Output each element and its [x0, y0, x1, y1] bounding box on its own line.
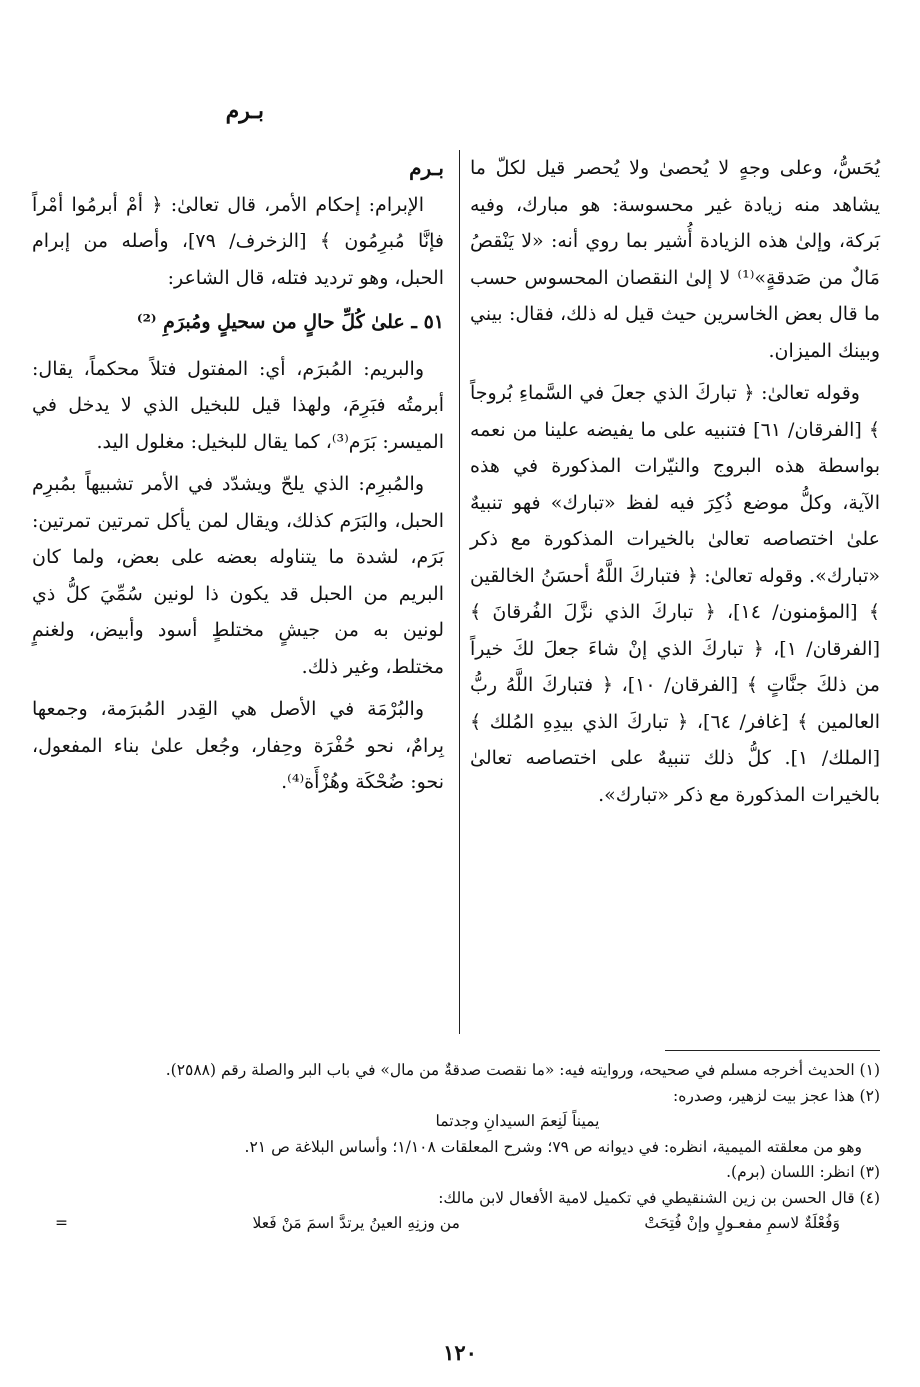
- left-column: [32, 150, 444, 807]
- footnotes: [35, 1058, 880, 1237]
- verse-first-hemistich: وَفُعْلَةٌ لاسمِ مفعـولٍ وإنْ فُتِحَتْ: [644, 1214, 840, 1232]
- left-paragraph-1: الإبرام: إحكام الأمر، قال تعالىٰ: ﴿ أمْ أبرمُوا أمْراً فإنَّا مُبرِمُون ﴾ [الزخرف/ ٧٩]، وأصله من إبرام الحبل، وهو ترديد فتله، قال الشاعر:: [32, 193, 444, 289]
- footnote-3: (٣) انظر: اللسان (برم).: [726, 1163, 880, 1181]
- footnote-4-verse: [35, 1211, 880, 1237]
- footnote-2: (٢) هذا عجز بيت لزهير، وصدره:: [673, 1086, 880, 1105]
- continuation-mark: =: [55, 1214, 68, 1232]
- left-paragraph-2: والبريم: المُبرَم، أي: المفتول فتلاً محكماً، يقال: أبرمتُه فبَرِمَ، ولهذا قيل للبخيل الذي لا يدخل في الميسر: بَرَم⁽³⁾، كما يقال للبخيل: مغلول اليد.: [32, 357, 444, 453]
- verse-second-hemistich: من وزنِهِ العينُ يرتدَّ اسمَ مَنْ فَعلا: [252, 1214, 460, 1232]
- footnote-1: (١) الحديث أخرجه مسلم في صحيحه، وروايته فيه: «ما نقصت صدقةٌ من مال» في باب البر والصلة رقم (٢٥٨٨).: [165, 1061, 880, 1079]
- column-divider: [459, 150, 460, 1034]
- poetry-verse: ٥١ ـ علىٰ كُلِّ حالٍ من سحيلٍ ومُبرَمِ ⁽²⁾: [136, 311, 444, 333]
- footnote-2-verse: يميناً لَنِعمَ السيدانِ وجدتما: [435, 1112, 600, 1130]
- entry-heading: بـرم: [409, 156, 444, 180]
- right-paragraph-1: يُحَسُّ، وعلى وجهٍ لا يُحصىٰ ولا يُحصر قيل لكلّ ما يشاهد منه زيادة غير محسوسة: هو مبارك، وفيه بَركة، وإلىٰ هذه الزيادة أُشير بما روي أنه: «لا يَنْقصُ مَالٌ من صَدقةٍ»⁽¹⁾ لا إلىٰ النقصان المحسوس حسب ما قال بعض الخاسرين حيث قيل له ذلك، فقال: بيني وبينك الميزان.: [470, 157, 880, 362]
- page-number: ١٢٠: [443, 1340, 477, 1365]
- footnote-separator: [665, 1050, 880, 1051]
- left-paragraph-4: والبُرْمَة في الأصل هي القِدر المُبرَمة، وجمعها بِرامٌ، نحو حُفْرَة وحِفار، وجُعل علىٰ بناء المفعول، نحو: ضُحْكَة وهُزْأَة⁽⁴⁾.: [32, 698, 444, 793]
- left-paragraph-3: والمُبرِم: الذي يلحّ ويشدّد في الأمر تشبيهاً بمُبرِم الحبل، والبَرَم كذلك، ويقال لمن يأكل تمرتين تمرتين: بَرَم، لشدة ما يتناوله بعضه على بعض، ولما كان البريم من الحبل قد يكون ذا لونين سُمِّيَ كلُّ ذي لونين به من جيشٍ مختلطٍ أسود وأبيض، ولغنمٍ مختلط، وغير ذلك.: [32, 473, 444, 678]
- right-column: [470, 150, 880, 819]
- right-paragraph-2: وقوله تعالىٰ: ﴿ تباركَ الذي جعلَ في السَّماءِ بُروجاً ﴾ [الفرقان/ ٦١] فتنبيه على ما يفيضه علينا من نعمه بواسطة هذه البروج والنيّرات المذكورة في هذه الآية، وكلُّ موضع ذُكِرَ فيه لفظ «تبارك» فهو تنبيهٌ علىٰ اختصاصه تعالىٰ بالخيرات المذكورة مع ذكر «تبارك». وقوله تعالىٰ: ﴿ فتباركَ اللَّهُ أحسَنُ الخالقين ﴾ [المؤمنون/ ١٤]، ﴿ تباركَ الذي نزَّلَ الفُرقانَ ﴾ [الفرقان/ ١]، ﴿ تباركَ الذي إنْ شاءَ جعلَ لكَ خيراً من ذلكَ جنَّاتٍ ﴾ [الفرقان/ ١٠]، ﴿ فتباركَ اللَّهُ ربُّ العالمين ﴾ [غافر/ ٦٤]، ﴿ تباركَ الذي بيدِهِ المُلك ﴾ [الملك/ ١]. كلُّ ذلك تنبيهٌ على اختصاصه تعالىٰ بالخيرات المذكورة مع ذكر «تبارك».: [470, 382, 880, 806]
- running-head: بـرم: [225, 98, 264, 124]
- footnote-4: (٤) قال الحسن بن زين الشنقيطي في تكميل لامية الأفعال لابن مالك:: [438, 1188, 880, 1207]
- footnote-2-source: وهو من معلقته الميمية، انظره: في ديوانه ص ٧٩؛ وشرح المعلقات ١/١٠٨؛ وأساس البلاغة ص ٢١.: [244, 1137, 862, 1156]
